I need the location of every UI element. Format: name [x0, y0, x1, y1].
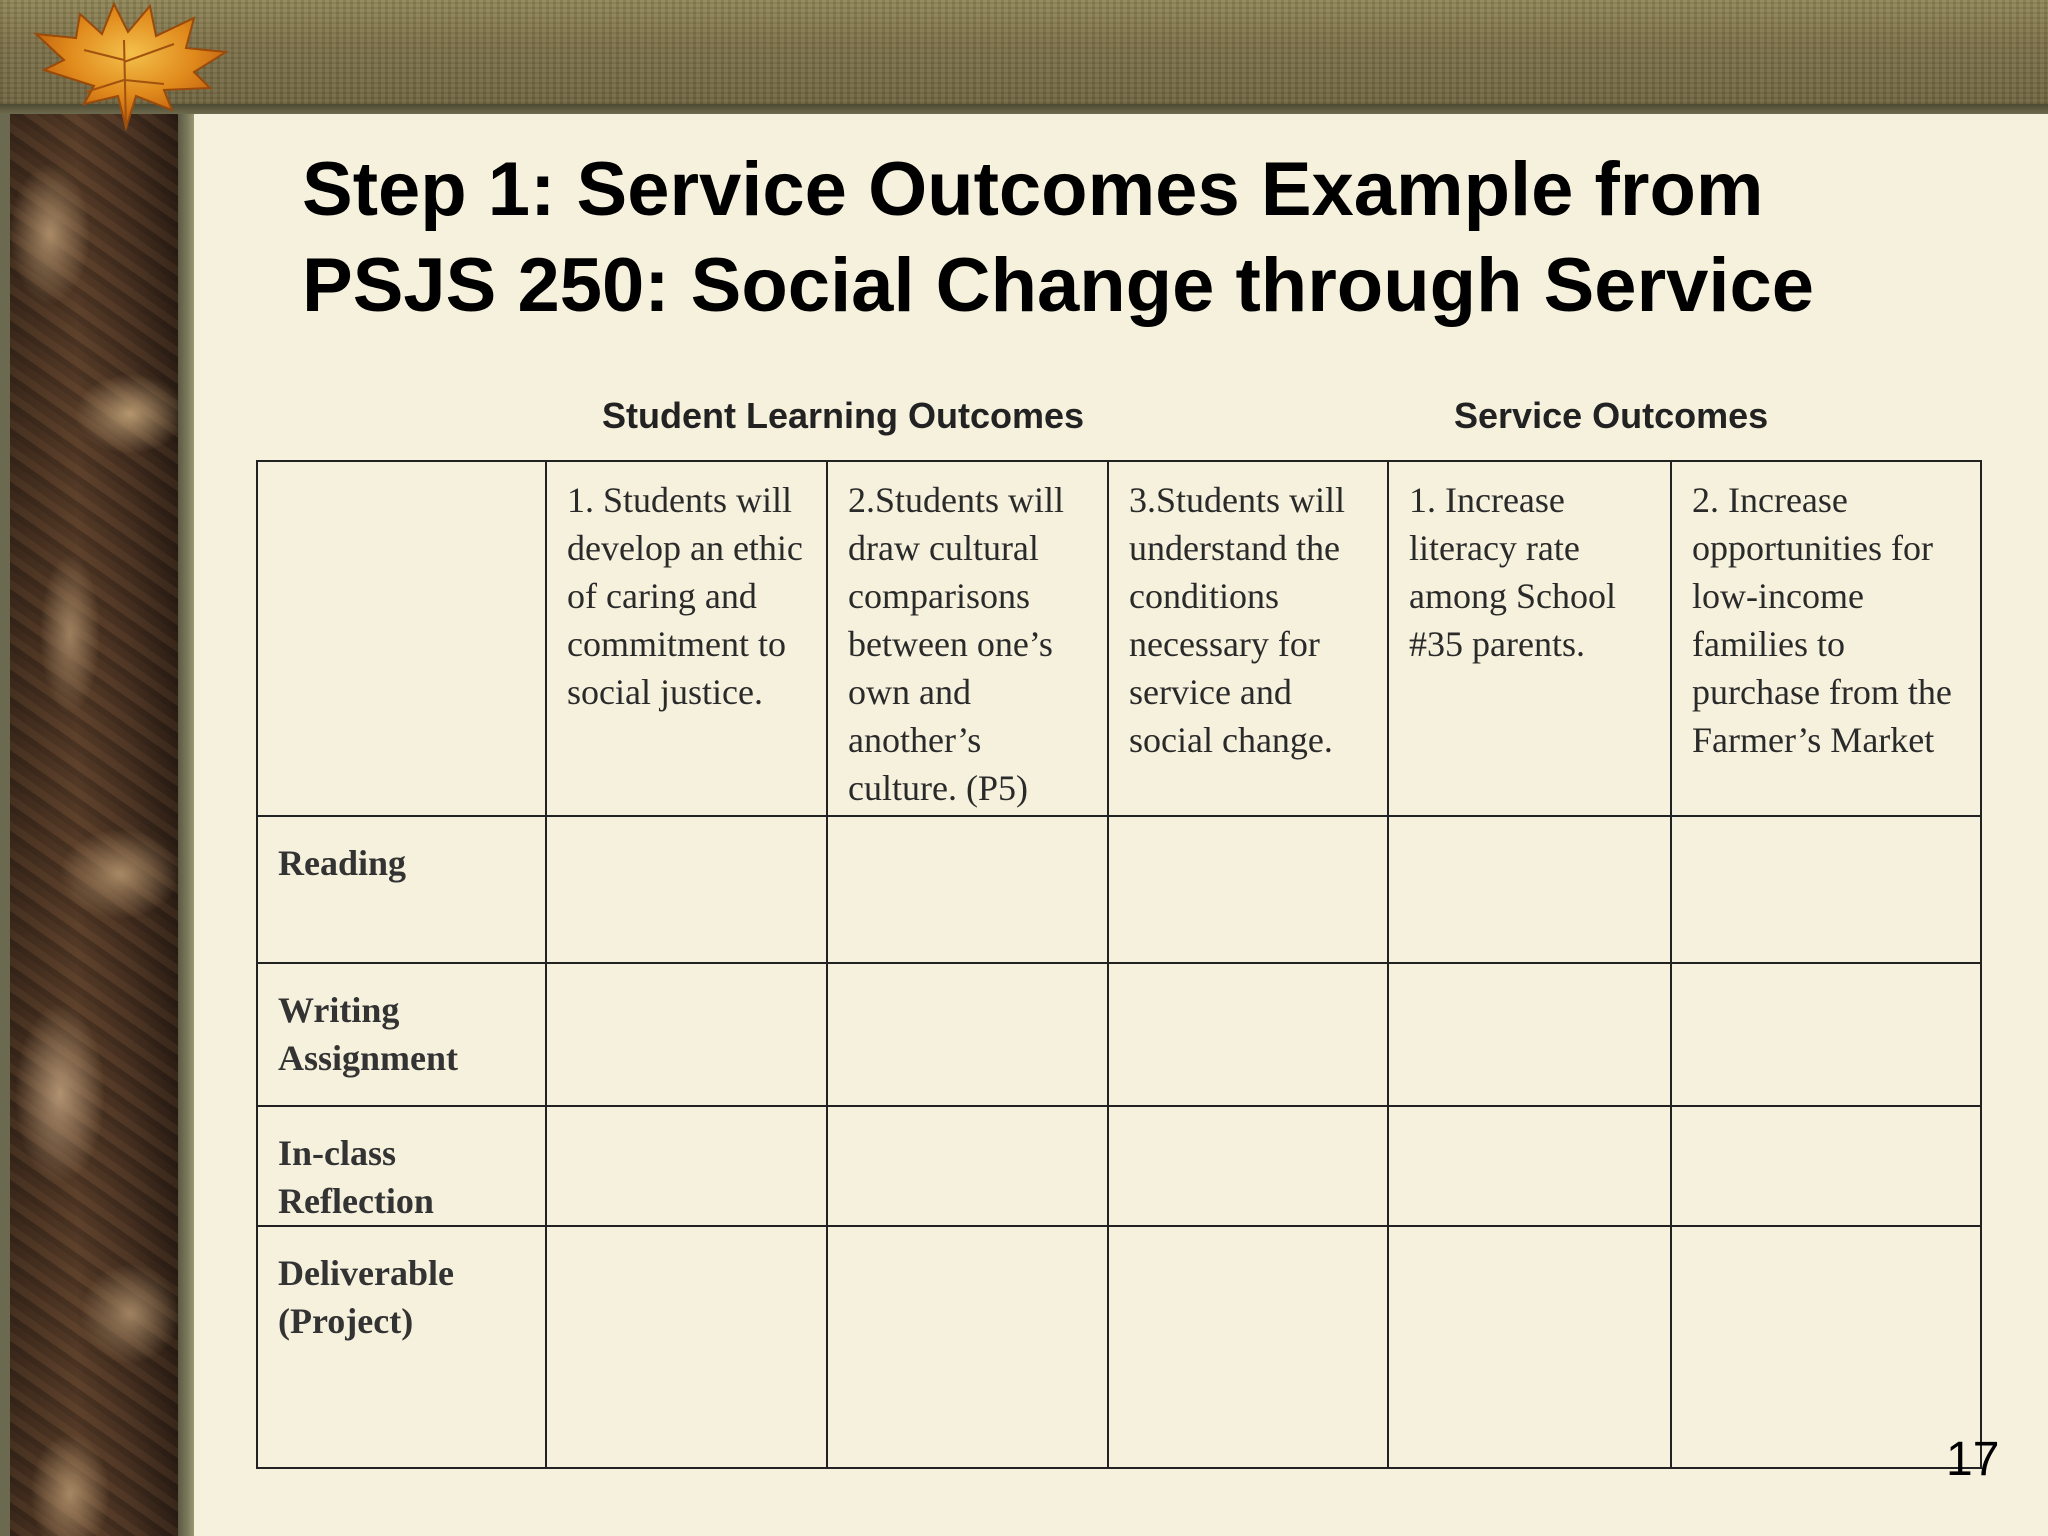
table-cell	[1388, 1226, 1671, 1468]
table-cell	[546, 1226, 827, 1468]
table-row	[257, 1106, 1981, 1226]
column-header-cell	[827, 461, 1108, 816]
table-row	[257, 1226, 1981, 1468]
row-label: In-class Reflection	[278, 1133, 434, 1221]
table-cell	[827, 963, 1108, 1106]
column-header-cell	[1108, 461, 1388, 816]
title-line-2: PSJS 250: Social Change through Service	[302, 243, 1815, 328]
maple-leaf-icon	[14, 0, 234, 140]
table-cell	[1671, 816, 1981, 963]
row-label-cell	[257, 963, 546, 1106]
table-cell	[1108, 963, 1388, 1106]
column-header-cell	[1388, 461, 1671, 816]
column-header-text: 2.Students will draw cultural comparisons between one’s own and another’s culture. (P5)	[848, 480, 1065, 808]
table-row	[257, 963, 1981, 1106]
row-label-cell	[257, 1226, 546, 1468]
table-cell	[1671, 963, 1981, 1106]
column-header-text: 1. Students will develop an ethic of caring and commitment to social justice.	[567, 480, 803, 712]
table-cell	[546, 816, 827, 963]
table-cell	[546, 963, 827, 1106]
column-header-text: 3.Students will understand the conditions necessary for service and social change.	[1129, 480, 1346, 760]
column-header-cell	[546, 461, 827, 816]
page-number: 17	[1946, 1433, 2000, 1486]
row-label: Reading	[278, 843, 407, 883]
top-band-edge	[0, 104, 2048, 114]
table-cell	[1671, 1106, 1981, 1226]
row-label: Deliverable (Project)	[278, 1253, 454, 1341]
column-header-text: 1. Increase literacy rate among School #35 parents.	[1409, 480, 1616, 664]
table-cell	[1108, 1226, 1388, 1468]
table-cell	[546, 1106, 827, 1226]
table-corner-cell	[257, 461, 546, 816]
table-cell	[827, 1226, 1108, 1468]
table-cell	[1108, 816, 1388, 963]
service-outcomes-header: Service Outcomes	[1454, 395, 1769, 436]
left-decorative-strip	[0, 114, 10, 1536]
table-cell	[1388, 816, 1671, 963]
row-label-cell	[257, 816, 546, 963]
top-decorative-band	[0, 0, 2048, 104]
table-cell	[1108, 1106, 1388, 1226]
table-cell	[1388, 1106, 1671, 1226]
outcomes-table	[256, 460, 1982, 1469]
title-line-1: Step 1: Service Outcomes Example from	[302, 147, 1764, 232]
row-label-cell	[257, 1106, 546, 1226]
student-learning-outcomes-header: Student Learning Outcomes	[602, 395, 1085, 436]
marble-column	[10, 114, 178, 1536]
column-header-cell	[1671, 461, 1981, 816]
table-header-row	[257, 461, 1981, 816]
column-edge	[178, 114, 194, 1536]
slide-title	[302, 142, 2002, 334]
table-cell	[1671, 1226, 1981, 1468]
row-label: Writing Assignment	[278, 990, 459, 1078]
table-cell	[1388, 963, 1671, 1106]
table-row	[257, 816, 1981, 963]
table-cell	[827, 816, 1108, 963]
table-cell	[827, 1106, 1108, 1226]
column-header-text: 2. Increase opportunities for low-income families to purchase from the Farmer’s Market	[1692, 480, 1952, 760]
